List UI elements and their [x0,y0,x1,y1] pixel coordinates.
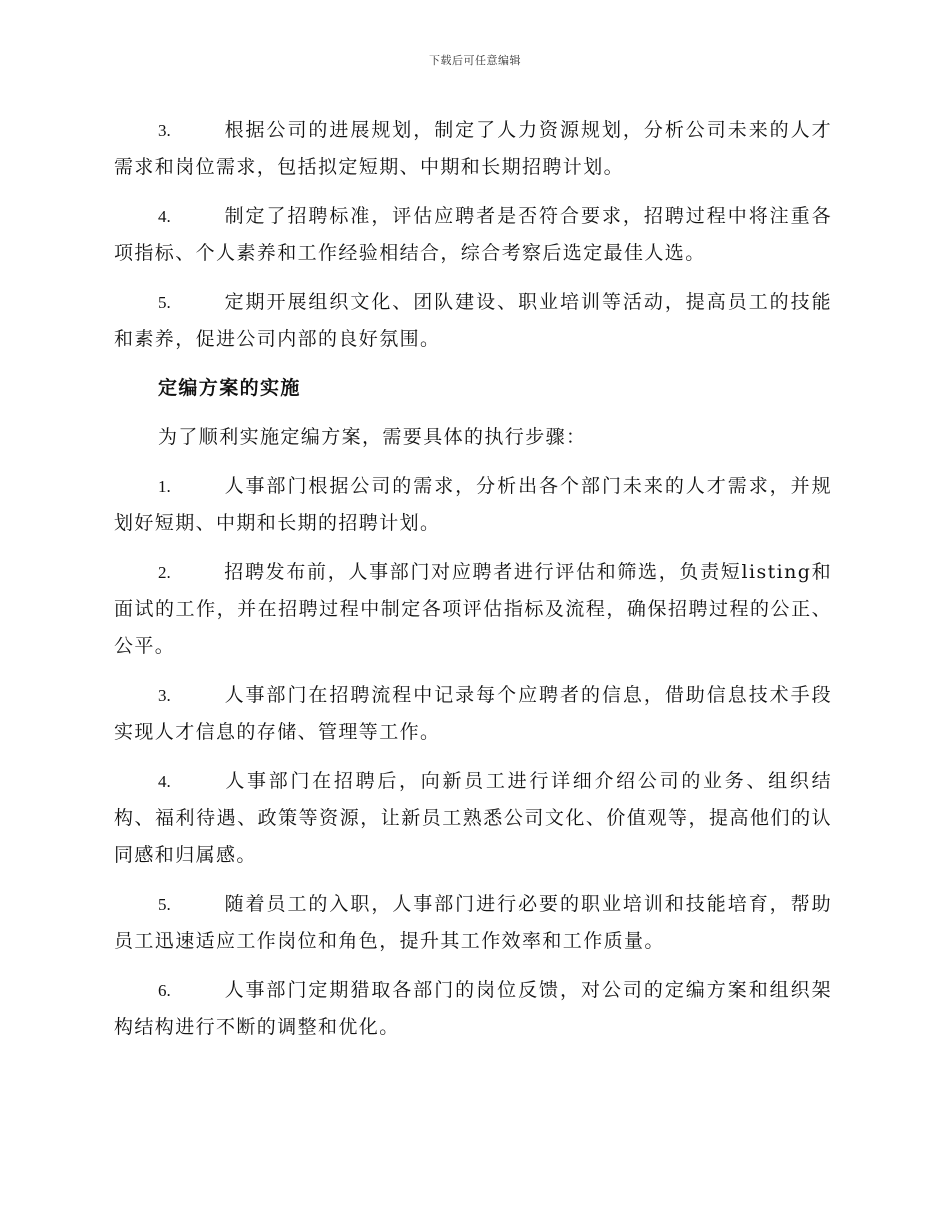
list-item-text: 根据公司的进展规划，制定了人力资源规划，分析公司未来的人才需求和岗位需求，包括拟定短期、中期和长期招聘计划。 [114,119,832,178]
list-item-number: 5. [158,895,171,914]
list-item [114,468,832,542]
list-item [114,886,832,960]
list-item-text: 定期开展组织文化、团队建设、职业培训等活动，提高员工的技能和素养，促进公司内部的良好氛围。 [114,291,832,350]
section-heading: 定编方案的实施 [158,377,301,399]
list-item [114,763,832,874]
document-body [114,112,832,1058]
list-item [114,284,832,358]
list-item-text: 人事部门定期猎取各部门的岗位反馈，对公司的定编方案和组织架构结构进行不断的调整和优化。 [114,979,832,1038]
section-intro: 为了顺利实施定编方案，需要具体的执行步骤： [158,426,587,448]
list-item-text: 随着员工的入职，人事部门进行必要的职业培训和技能培育，帮助员工迅速适应工作岗位和角色，提升其工作效率和工作质量。 [114,893,832,952]
page-header: 下载后可任意编辑 [429,54,521,67]
list-item-number: 2. [158,563,171,582]
list-item-text: 制定了招聘标准，评估应聘者是否符合要求，招聘过程中将注重各项指标、个人素养和工作经验相结合，综合考察后选定最佳人选。 [114,205,832,264]
list-item [114,972,832,1046]
list-item [114,554,832,665]
list-item [114,198,832,272]
list-item [114,112,832,186]
list-item-number: 4. [158,207,171,226]
list-item [114,677,832,751]
list-item-text: 招聘发布前，人事部门对应聘者进行评估和筛选，负责短listing和面试的工作，并在招聘过程中制定各项评估指标及流程，确保招聘过程的公正、公平。 [114,561,832,657]
list-item-number: 4. [158,772,171,791]
list-item-text: 人事部门在招聘流程中记录每个应聘者的信息，借助信息技术手段实现人才信息的存储、管理等工作。 [114,684,832,743]
list-item-number: 3. [158,686,171,705]
list-item-number: 1. [158,477,171,496]
list-item-number: 3. [158,121,171,140]
list-item-number: 6. [158,981,171,1000]
list-item-text: 人事部门在招聘后，向新员工进行详细介绍公司的业务、组织结构、福利待遇、政策等资源，让新员工熟悉公司文化、价值观等，提高他们的认同感和归属感。 [114,770,832,866]
list-item-number: 5. [158,293,171,312]
list-item-text: 人事部门根据公司的需求，分析出各个部门未来的人才需求，并规划好短期、中期和长期的招聘计划。 [114,475,832,534]
